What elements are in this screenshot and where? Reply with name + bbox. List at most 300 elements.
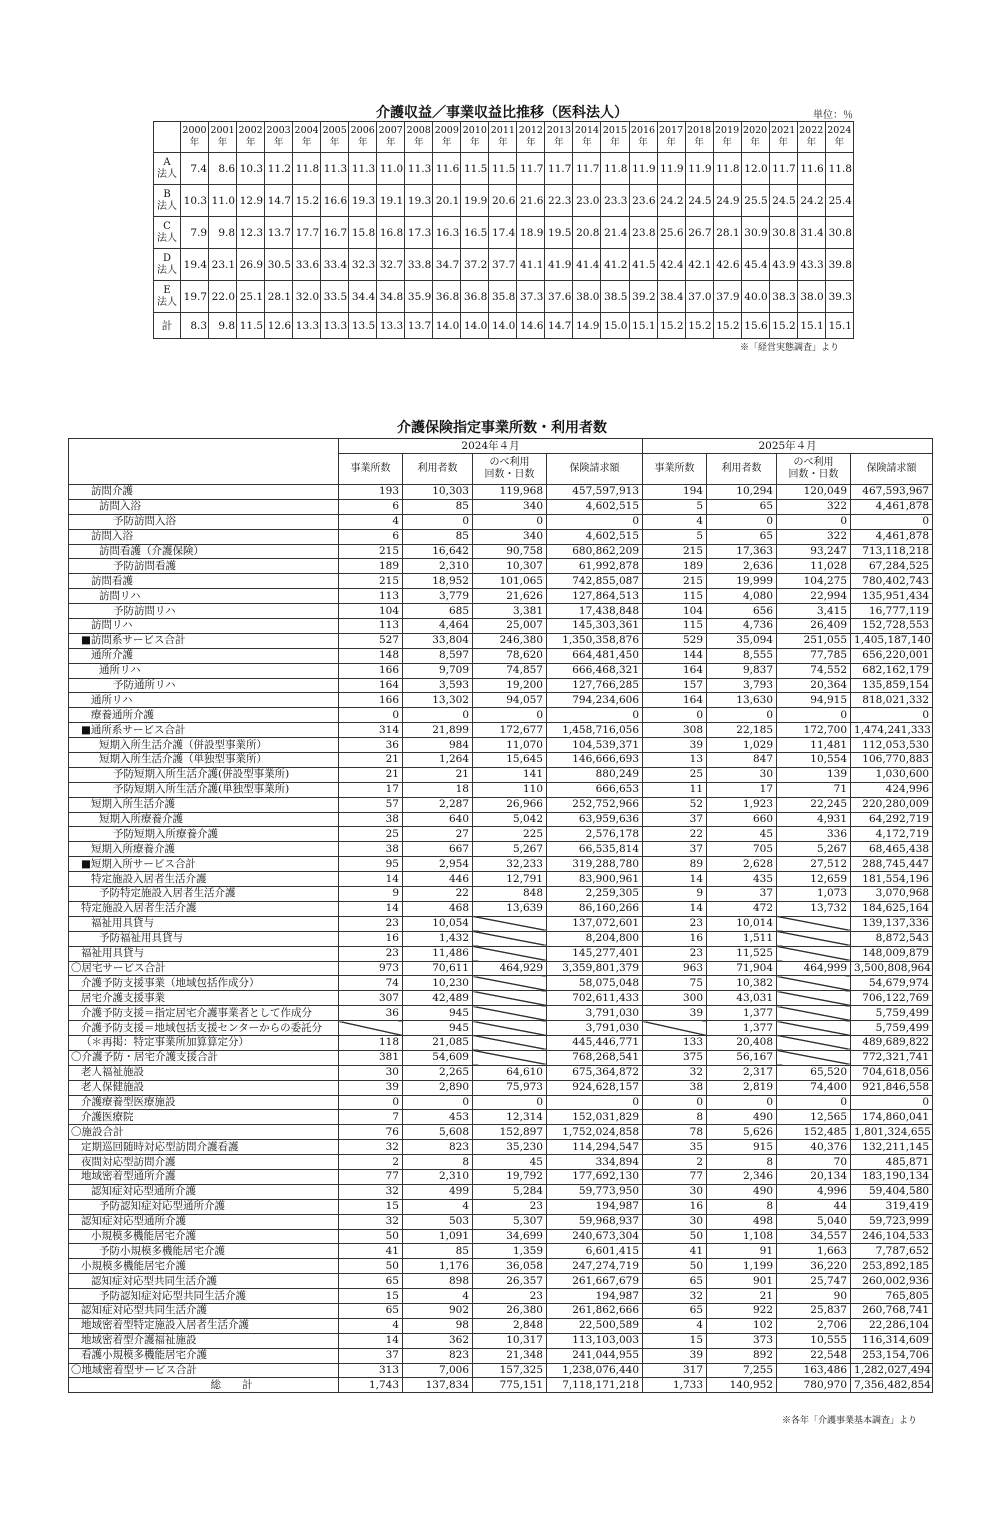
facility-row bbox=[69, 514, 933, 529]
ratio-cell: 11.0 bbox=[377, 153, 405, 185]
value-cell: 489,689,822 bbox=[851, 1035, 933, 1050]
year-suffix: 年 bbox=[554, 137, 564, 148]
value-cell: 50 bbox=[643, 1259, 707, 1274]
value-cell bbox=[473, 1006, 547, 1021]
value-cell: 22,548 bbox=[777, 1348, 851, 1363]
ratio-cell: 16.6 bbox=[321, 185, 349, 217]
value-cell bbox=[777, 1035, 851, 1050]
service-label: 特定施設入居者生活介護 bbox=[69, 901, 339, 916]
value-cell: 215 bbox=[643, 544, 707, 559]
ratio-cell: 12.0 bbox=[741, 153, 769, 185]
ratio-cell: 41.2 bbox=[601, 249, 629, 281]
value-cell: 656,220,001 bbox=[851, 648, 933, 663]
ratio-total-cell: 13.3 bbox=[293, 313, 321, 339]
service-label: 〇居宅サービス合計 bbox=[69, 961, 339, 976]
year-header bbox=[405, 122, 433, 153]
value-cell: 33,804 bbox=[403, 633, 473, 648]
value-cell: 705 bbox=[707, 842, 777, 857]
value-cell: 94,057 bbox=[473, 693, 547, 708]
year-header bbox=[685, 122, 713, 153]
ratio-cell: 34.8 bbox=[377, 281, 405, 313]
value-cell: 34,699 bbox=[473, 1229, 547, 1244]
value-cell: 288,745,447 bbox=[851, 857, 933, 872]
value-cell: 963 bbox=[643, 961, 707, 976]
value-cell bbox=[473, 931, 547, 946]
year-number: 2014 bbox=[574, 125, 600, 136]
value-cell: 336 bbox=[777, 827, 851, 842]
value-cell: 74 bbox=[339, 976, 403, 991]
value-cell: 499 bbox=[403, 1184, 473, 1199]
value-cell: 5,626 bbox=[707, 1125, 777, 1140]
value-cell: 0 bbox=[339, 708, 403, 723]
value-cell: 65 bbox=[643, 1303, 707, 1318]
value-cell: 768,268,541 bbox=[547, 1050, 643, 1065]
value-cell: 704,618,056 bbox=[851, 1065, 933, 1080]
year-number: 2002 bbox=[238, 125, 263, 136]
service-label: 短期入所生活介護（併設型事業所） bbox=[69, 738, 339, 753]
value-cell: 260,768,741 bbox=[851, 1303, 933, 1318]
facility-row bbox=[69, 663, 933, 678]
service-label: 地域密着型特定施設入居者生活介護 bbox=[69, 1318, 339, 1333]
ratio-cell: 18.9 bbox=[517, 217, 545, 249]
ratio-total-cell: 13.5 bbox=[349, 313, 377, 339]
value-cell: 490 bbox=[707, 1184, 777, 1199]
value-cell: 104 bbox=[643, 604, 707, 619]
ratio-cell: 37.9 bbox=[713, 281, 741, 313]
service-label: 訪問リハ bbox=[69, 619, 339, 634]
ratio-cell: 15.8 bbox=[349, 217, 377, 249]
ratio-cell: 23.6 bbox=[629, 185, 657, 217]
facility-row bbox=[69, 753, 933, 768]
value-cell: 0 bbox=[851, 708, 933, 723]
facility-row bbox=[69, 1348, 933, 1363]
value-cell: 1,359 bbox=[473, 1244, 547, 1259]
value-cell: 468 bbox=[403, 901, 473, 916]
value-cell: 11,070 bbox=[473, 738, 547, 753]
value-cell: 0 bbox=[851, 514, 933, 529]
value-cell: 3,793 bbox=[707, 678, 777, 693]
value-cell: 848 bbox=[473, 887, 547, 902]
facility-row bbox=[69, 1378, 933, 1393]
value-cell: 17 bbox=[707, 782, 777, 797]
value-cell: 6 bbox=[339, 499, 403, 514]
ratio-cell: 11.9 bbox=[657, 153, 685, 185]
value-cell: 241,044,955 bbox=[547, 1348, 643, 1363]
value-cell: 503 bbox=[403, 1214, 473, 1229]
year-suffix: 年 bbox=[526, 137, 536, 148]
service-label: 訪問リハ bbox=[69, 589, 339, 604]
year-number: 2024 bbox=[827, 125, 852, 136]
value-cell: 38 bbox=[643, 1080, 707, 1095]
service-label: 小規模多機能居宅介護 bbox=[69, 1229, 339, 1244]
value-cell: 246,104,533 bbox=[851, 1229, 933, 1244]
value-cell: 25 bbox=[339, 827, 403, 842]
column-header: 保険請求額 bbox=[851, 454, 933, 485]
year-header bbox=[741, 122, 769, 153]
column-header: 事業所数 bbox=[643, 454, 707, 485]
ratio-cell: 38.4 bbox=[657, 281, 685, 313]
value-cell: 32 bbox=[643, 1289, 707, 1304]
ratio-total-cell: 15.2 bbox=[713, 313, 741, 339]
ratio-cell: 38.5 bbox=[601, 281, 629, 313]
ratio-total-cell: 13.3 bbox=[321, 313, 349, 339]
year-header bbox=[657, 122, 685, 153]
value-cell: 116,314,609 bbox=[851, 1333, 933, 1348]
value-cell: 4,602,515 bbox=[547, 529, 643, 544]
value-cell: 682,162,179 bbox=[851, 663, 933, 678]
value-cell: 14 bbox=[643, 872, 707, 887]
value-cell: 246,380 bbox=[473, 633, 547, 648]
value-cell: 0 bbox=[707, 514, 777, 529]
year-suffix: 年 bbox=[414, 137, 424, 148]
facility-row bbox=[69, 857, 933, 872]
value-cell: 2,317 bbox=[707, 1065, 777, 1080]
value-cell bbox=[473, 1021, 547, 1036]
value-cell: 0 bbox=[547, 514, 643, 529]
value-cell: 75,973 bbox=[473, 1080, 547, 1095]
value-cell: 137,072,601 bbox=[547, 916, 643, 931]
value-cell: 2,576,178 bbox=[547, 827, 643, 842]
service-label: 予防短期入所生活介護(単独型事業所) bbox=[69, 782, 339, 797]
value-cell: 132,211,145 bbox=[851, 1140, 933, 1155]
year-header bbox=[349, 122, 377, 153]
value-cell: 5,267 bbox=[473, 842, 547, 857]
service-label: 通所介護 bbox=[69, 648, 339, 663]
value-cell: 0 bbox=[707, 708, 777, 723]
value-cell: 445,446,771 bbox=[547, 1035, 643, 1050]
year-number: 2022 bbox=[799, 125, 824, 136]
value-cell: 5,040 bbox=[777, 1214, 851, 1229]
ratio-cell: 25.6 bbox=[657, 217, 685, 249]
service-label: 介護予防支援事業（地域包括作成分） bbox=[69, 976, 339, 991]
value-cell: 76 bbox=[339, 1125, 403, 1140]
year-suffix: 年 bbox=[722, 137, 732, 148]
ratio-total-cell: 15.1 bbox=[629, 313, 657, 339]
ratio-cell: 22.3 bbox=[545, 185, 573, 217]
year-header bbox=[797, 122, 825, 153]
value-cell: 4,736 bbox=[707, 619, 777, 634]
value-cell: 10,382 bbox=[707, 976, 777, 991]
value-cell: 11,481 bbox=[777, 738, 851, 753]
value-cell: 32 bbox=[339, 1184, 403, 1199]
value-cell: 1,108 bbox=[707, 1229, 777, 1244]
value-cell: 23 bbox=[339, 916, 403, 931]
value-cell: 59,723,999 bbox=[851, 1214, 933, 1229]
value-cell: 2,848 bbox=[473, 1318, 547, 1333]
value-cell: 17,438,848 bbox=[547, 604, 643, 619]
facility-row bbox=[69, 872, 933, 887]
value-cell: 7,356,482,854 bbox=[851, 1378, 933, 1393]
service-label: 予防福祉用具貸与 bbox=[69, 931, 339, 946]
value-cell: 11,525 bbox=[707, 946, 777, 961]
value-cell: 307 bbox=[339, 991, 403, 1006]
service-label: 訪問看護 bbox=[69, 574, 339, 589]
value-cell: 23 bbox=[339, 946, 403, 961]
value-cell: 472 bbox=[707, 901, 777, 916]
year-number: 2005 bbox=[322, 125, 347, 136]
column-header: 利用者数 bbox=[707, 454, 777, 485]
ratio-cell: 30.9 bbox=[741, 217, 769, 249]
value-cell: 45 bbox=[473, 1155, 547, 1170]
year-suffix: 年 bbox=[217, 137, 228, 148]
value-cell: 4,461,878 bbox=[851, 499, 933, 514]
value-cell: 65 bbox=[339, 1274, 403, 1289]
ratio-cell: 10.3 bbox=[237, 153, 265, 185]
ratio-total-cell: 15.1 bbox=[797, 313, 825, 339]
ratio-total-cell: 15.2 bbox=[769, 313, 797, 339]
value-cell bbox=[473, 946, 547, 961]
value-cell: 742,855,087 bbox=[547, 574, 643, 589]
value-cell: 86,160,266 bbox=[547, 901, 643, 916]
service-label: 予防短期入所生活介護(併設型事業所) bbox=[69, 767, 339, 782]
corp-suffix: 法人 bbox=[157, 264, 177, 276]
value-cell: 5 bbox=[643, 529, 707, 544]
service-label: 予防特定施設入居者生活介護 bbox=[69, 887, 339, 902]
value-cell: 26,380 bbox=[473, 1303, 547, 1318]
facility-row bbox=[69, 812, 933, 827]
value-cell: 1,432 bbox=[403, 931, 473, 946]
service-label: （＊再掲：特定事業所加算算定分） bbox=[69, 1035, 339, 1050]
value-cell: 25,747 bbox=[777, 1274, 851, 1289]
year-number: 2003 bbox=[266, 125, 291, 136]
value-cell: 10,014 bbox=[707, 916, 777, 931]
value-cell: 21 bbox=[403, 767, 473, 782]
value-cell: 4,464 bbox=[403, 619, 473, 634]
value-cell: 5 bbox=[643, 499, 707, 514]
value-cell: 22,185 bbox=[707, 723, 777, 738]
value-cell: 102 bbox=[707, 1318, 777, 1333]
value-cell: 133 bbox=[643, 1035, 707, 1050]
ratio-cell: 20.8 bbox=[573, 217, 601, 249]
value-cell: 35,094 bbox=[707, 633, 777, 648]
facility-row bbox=[69, 827, 933, 842]
ratio-cell: 14.7 bbox=[265, 185, 293, 217]
ratio-table bbox=[153, 121, 854, 339]
year-number: 2019 bbox=[715, 125, 740, 136]
value-cell: 8,872,543 bbox=[851, 931, 933, 946]
ratio-cell: 39.3 bbox=[825, 281, 853, 313]
table1-source-note: ※「経営実態調査」より bbox=[740, 343, 840, 353]
value-cell: 59,404,580 bbox=[851, 1184, 933, 1199]
ratio-cell: 13.7 bbox=[265, 217, 293, 249]
facility-row bbox=[69, 678, 933, 693]
value-cell: 16 bbox=[643, 1199, 707, 1214]
value-cell: 15 bbox=[339, 1199, 403, 1214]
ratio-cell: 33.8 bbox=[405, 249, 433, 281]
facility-row bbox=[69, 485, 933, 500]
ratio-cell: 11.7 bbox=[769, 153, 797, 185]
value-cell: 70 bbox=[777, 1155, 851, 1170]
year-suffix: 年 bbox=[778, 137, 788, 148]
ratio-total-cell: 15.1 bbox=[825, 313, 853, 339]
ratio-cell: 20.6 bbox=[489, 185, 517, 217]
value-cell: 36,220 bbox=[777, 1259, 851, 1274]
value-cell: 322 bbox=[777, 529, 851, 544]
value-cell: 39 bbox=[643, 1006, 707, 1021]
value-cell: 467,593,967 bbox=[851, 485, 933, 500]
column-header: 利用者数 bbox=[403, 454, 473, 485]
value-cell: 0 bbox=[339, 1095, 403, 1110]
value-cell: 163,486 bbox=[777, 1363, 851, 1378]
value-cell: 164 bbox=[643, 663, 707, 678]
value-cell: 16,777,119 bbox=[851, 604, 933, 619]
value-cell: 174,860,041 bbox=[851, 1110, 933, 1125]
year-number: 2008 bbox=[406, 125, 431, 136]
value-cell: 0 bbox=[403, 708, 473, 723]
value-cell: 10,303 bbox=[403, 485, 473, 500]
value-cell bbox=[643, 1021, 707, 1036]
value-cell: 35 bbox=[643, 1140, 707, 1155]
value-cell: 89 bbox=[643, 857, 707, 872]
value-cell: 19,999 bbox=[707, 574, 777, 589]
facility-row bbox=[69, 1274, 933, 1289]
value-cell: 50 bbox=[339, 1229, 403, 1244]
year-number: 2009 bbox=[434, 125, 459, 136]
value-cell: 2,819 bbox=[707, 1080, 777, 1095]
service-label: 地域密着型通所介護 bbox=[69, 1169, 339, 1184]
value-cell: 37 bbox=[339, 1348, 403, 1363]
year-suffix: 年 bbox=[189, 137, 200, 148]
value-cell: 251,055 bbox=[777, 633, 851, 648]
facility-row bbox=[69, 574, 933, 589]
ratio-total-cell: 15.6 bbox=[741, 313, 769, 339]
value-cell: 148,009,879 bbox=[851, 946, 933, 961]
ratio-total-cell: 13.3 bbox=[377, 313, 405, 339]
value-cell: 4,996 bbox=[777, 1184, 851, 1199]
value-cell: 19,200 bbox=[473, 678, 547, 693]
service-label: ■通所系サービス合計 bbox=[69, 723, 339, 738]
value-cell: 1,091 bbox=[403, 1229, 473, 1244]
value-cell: 140,952 bbox=[707, 1378, 777, 1393]
value-cell: 3,359,801,379 bbox=[547, 961, 643, 976]
ratio-cell: 33.5 bbox=[321, 281, 349, 313]
value-cell: 94,915 bbox=[777, 693, 851, 708]
value-cell: 177,692,130 bbox=[547, 1169, 643, 1184]
value-cell: 2,954 bbox=[403, 857, 473, 872]
ratio-cell: 28.1 bbox=[265, 281, 293, 313]
ratio-cell: 11.7 bbox=[517, 153, 545, 185]
value-cell: 0 bbox=[403, 514, 473, 529]
facility-row bbox=[69, 1259, 933, 1274]
ratio-cell: 7.9 bbox=[181, 217, 209, 249]
value-cell: 780,402,743 bbox=[851, 574, 933, 589]
year-number: 2013 bbox=[546, 125, 572, 136]
ratio-cell: 30.8 bbox=[769, 217, 797, 249]
facility-row bbox=[69, 1155, 933, 1170]
facility-row bbox=[69, 946, 933, 961]
value-cell: 7,118,171,218 bbox=[547, 1378, 643, 1393]
ratio-total-cell: 15.2 bbox=[657, 313, 685, 339]
year-suffix: 年 bbox=[666, 137, 676, 148]
value-cell bbox=[777, 976, 851, 991]
corp-letter: E bbox=[163, 284, 171, 296]
value-cell: 14 bbox=[339, 872, 403, 887]
value-cell: 8 bbox=[707, 1155, 777, 1170]
value-cell: 40,376 bbox=[777, 1140, 851, 1155]
facility-row bbox=[69, 782, 933, 797]
value-cell: 115 bbox=[643, 619, 707, 634]
service-label: 〇介護予防・居宅介護支援合計 bbox=[69, 1050, 339, 1065]
value-cell: 664,481,450 bbox=[547, 648, 643, 663]
service-label: 予防訪問リハ bbox=[69, 604, 339, 619]
service-label: 予防訪問入浴 bbox=[69, 514, 339, 529]
value-cell: 32 bbox=[339, 1140, 403, 1155]
year-number: 2011 bbox=[490, 125, 515, 136]
value-cell: 65 bbox=[643, 1274, 707, 1289]
value-cell: 23 bbox=[643, 946, 707, 961]
value-cell: 61,992,878 bbox=[547, 559, 643, 574]
ratio-cell: 37.7 bbox=[489, 249, 517, 281]
value-cell: 32 bbox=[339, 1214, 403, 1229]
ratio-cell: 41.9 bbox=[545, 249, 573, 281]
value-cell: 18 bbox=[403, 782, 473, 797]
value-cell: 58,075,048 bbox=[547, 976, 643, 991]
value-cell: 3,415 bbox=[777, 604, 851, 619]
ratio-cell: 7.4 bbox=[181, 153, 209, 185]
service-label: 介護予防支援＝指定居宅介護事業者として作成分 bbox=[69, 1006, 339, 1021]
ratio-cell: 11.7 bbox=[573, 153, 601, 185]
value-cell: 10,317 bbox=[473, 1333, 547, 1348]
facility-row bbox=[69, 559, 933, 574]
value-cell: 166 bbox=[339, 693, 403, 708]
ratio-cell: 22.0 bbox=[209, 281, 237, 313]
service-label: 認知症対応型通所介護 bbox=[69, 1184, 339, 1199]
value-cell: 137,834 bbox=[403, 1378, 473, 1393]
ratio-row bbox=[154, 249, 854, 281]
value-cell: 41 bbox=[339, 1244, 403, 1259]
value-cell: 65 bbox=[707, 529, 777, 544]
facility-row bbox=[69, 1021, 933, 1036]
value-cell: 21,899 bbox=[403, 723, 473, 738]
value-cell: 660 bbox=[707, 812, 777, 827]
value-cell: 4,602,515 bbox=[547, 499, 643, 514]
value-cell: 314 bbox=[339, 723, 403, 738]
value-cell: 164 bbox=[339, 678, 403, 693]
value-cell: 127,864,513 bbox=[547, 589, 643, 604]
ratio-cell: 16.8 bbox=[377, 217, 405, 249]
service-label: 総 計 bbox=[69, 1378, 339, 1393]
ratio-cell: 11.8 bbox=[825, 153, 853, 185]
value-cell: 3,791,030 bbox=[547, 1006, 643, 1021]
value-cell: 13,630 bbox=[707, 693, 777, 708]
value-cell: 15,645 bbox=[473, 753, 547, 768]
ratio-total-cell: 8.3 bbox=[181, 313, 209, 339]
value-cell: 0 bbox=[547, 1095, 643, 1110]
corp-suffix: 法人 bbox=[157, 168, 177, 180]
value-cell: 144 bbox=[643, 648, 707, 663]
ratio-cell: 41.1 bbox=[517, 249, 545, 281]
ratio-total-cell: 11.5 bbox=[237, 313, 265, 339]
value-cell: 11 bbox=[643, 782, 707, 797]
year-suffix: 年 bbox=[582, 137, 592, 148]
value-cell: 194 bbox=[643, 485, 707, 500]
value-cell: 104,275 bbox=[777, 574, 851, 589]
ratio-cell: 41.5 bbox=[629, 249, 657, 281]
value-cell: 240,673,304 bbox=[547, 1229, 643, 1244]
value-cell: 973 bbox=[339, 961, 403, 976]
value-cell: 6,601,415 bbox=[547, 1244, 643, 1259]
value-cell: 0 bbox=[643, 708, 707, 723]
ratio-cell: 19.3 bbox=[349, 185, 377, 217]
value-cell: 85 bbox=[403, 1244, 473, 1259]
ratio-cell: 34.7 bbox=[433, 249, 461, 281]
column-header: のべ利用 回数・日数 bbox=[473, 454, 547, 485]
value-cell: 44 bbox=[777, 1199, 851, 1214]
facility-row bbox=[69, 1050, 933, 1065]
column-header: 事業所数 bbox=[339, 454, 403, 485]
facility-row bbox=[69, 797, 933, 812]
value-cell: 18,952 bbox=[403, 574, 473, 589]
